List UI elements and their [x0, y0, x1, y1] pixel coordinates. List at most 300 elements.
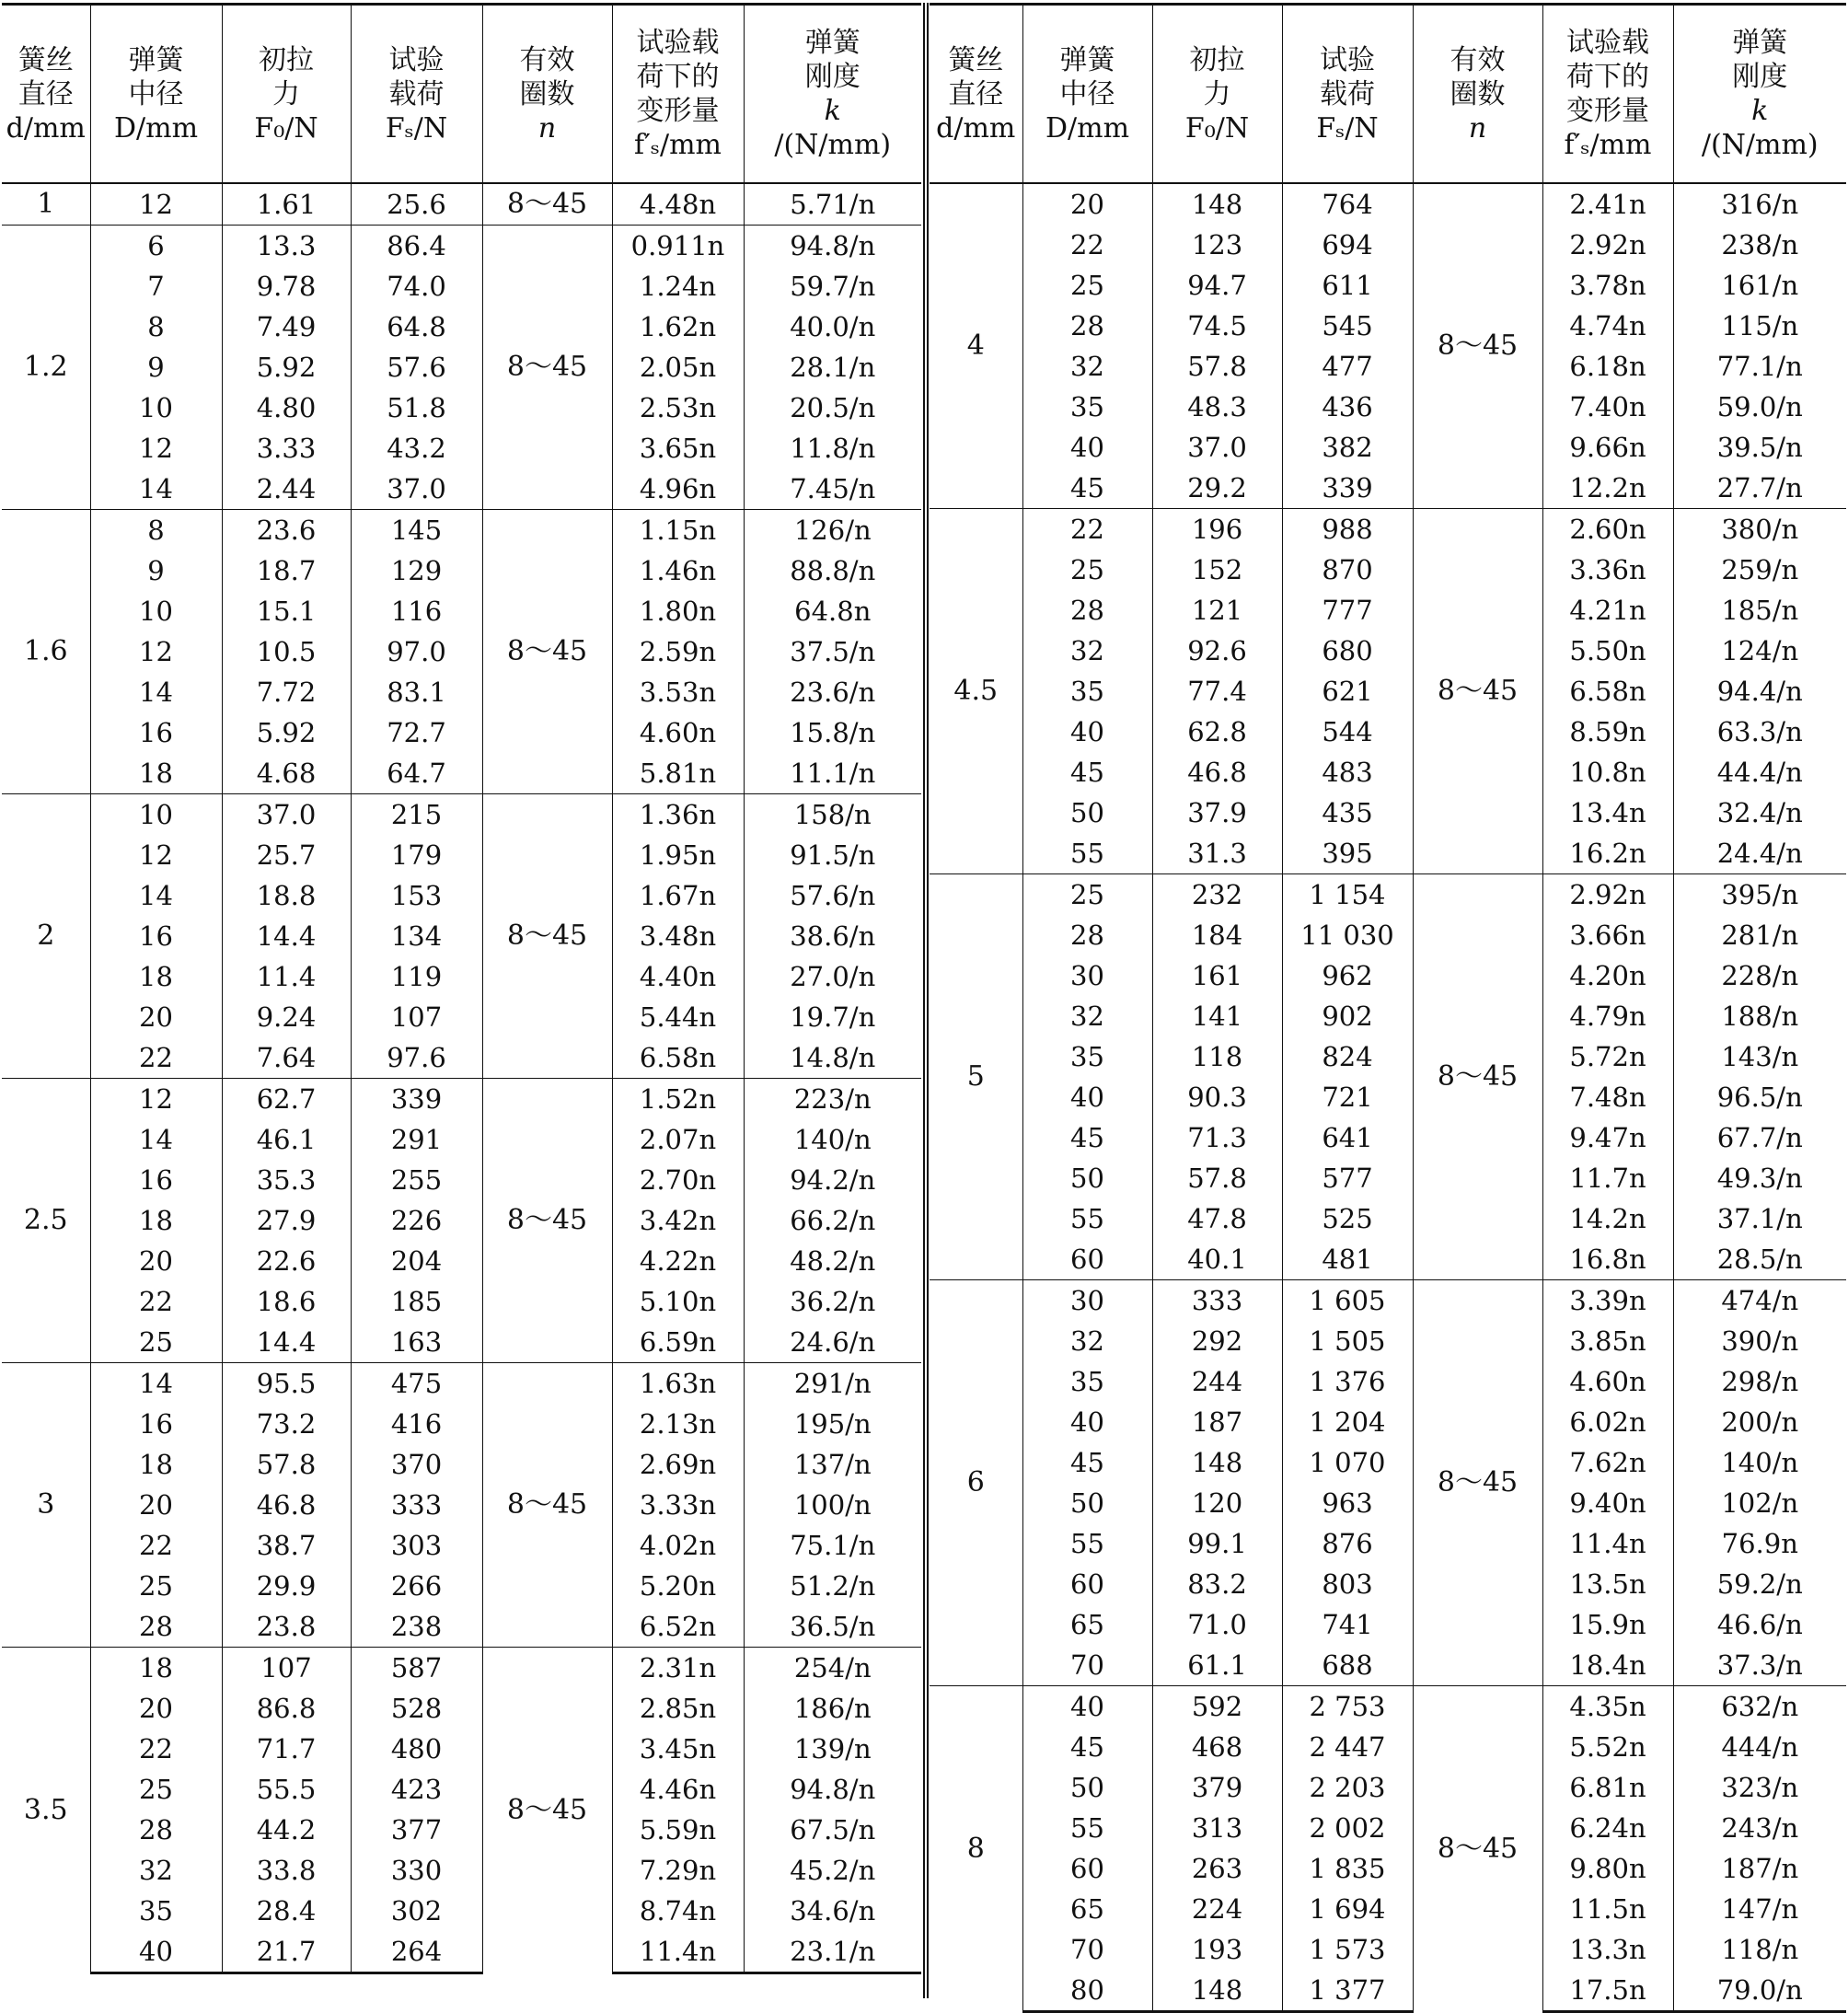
- table-row: [930, 1645, 1846, 1686]
- mean-diameter-cell: 22: [90, 1281, 222, 1322]
- table-row: [930, 590, 1846, 631]
- deflection-cell: 1.52n: [612, 1079, 744, 1120]
- initial-tension-cell: 47.8: [1152, 1198, 1282, 1239]
- header-line: n: [1468, 111, 1487, 145]
- active-coils-cell: 8～45: [482, 794, 612, 1079]
- initial-tension-cell: 263: [1152, 1848, 1282, 1889]
- deflection-cell: 7.62n: [1542, 1442, 1673, 1483]
- deflection-cell: 2.92n: [1542, 225, 1673, 265]
- mean-diameter-cell: 45: [1022, 752, 1152, 792]
- table-row: [2, 1281, 921, 1322]
- initial-tension-cell: 5.92: [222, 347, 351, 388]
- deflection-cell: 6.02n: [1542, 1402, 1673, 1442]
- deflection-cell: 5.81n: [612, 753, 744, 794]
- table-row: [2, 1160, 921, 1200]
- stiffness-cell: 187/n: [1673, 1848, 1846, 1889]
- initial-tension-cell: 120: [1152, 1483, 1282, 1523]
- header-line: 力: [272, 77, 300, 110]
- mean-diameter-cell: 12: [90, 183, 222, 226]
- mean-diameter-cell: 8: [90, 307, 222, 347]
- initial-tension-cell: 94.7: [1152, 265, 1282, 306]
- table-row: [930, 1158, 1846, 1198]
- initial-tension-cell: 9.78: [222, 266, 351, 307]
- test-load-cell: 764: [1282, 183, 1413, 225]
- table-panel-right: [930, 3, 1846, 2013]
- table-row: [930, 1767, 1846, 1808]
- stiffness-cell: 254/n: [744, 1648, 921, 1689]
- test-load-cell: 11 030: [1282, 915, 1413, 955]
- test-load-cell: 680: [1282, 631, 1413, 671]
- initial-tension-cell: 99.1: [1152, 1523, 1282, 1564]
- table-row: [2, 307, 921, 347]
- test-load-cell: 545: [1282, 306, 1413, 346]
- stiffness-cell: 118/n: [1673, 1929, 1846, 1970]
- test-load-cell: 741: [1282, 1604, 1413, 1645]
- mean-diameter-cell: 40: [1022, 1077, 1152, 1117]
- table-row: [2, 712, 921, 753]
- table-row: [930, 752, 1846, 792]
- deflection-cell: 1.67n: [612, 875, 744, 916]
- stiffness-cell: 11.1/n: [744, 753, 921, 794]
- header-active-coils: [482, 5, 612, 184]
- stiffness-cell: 137/n: [744, 1444, 921, 1485]
- header-line: d/mm: [6, 111, 86, 145]
- stiffness-cell: 67.5/n: [744, 1810, 921, 1850]
- header-line: 中径: [128, 77, 184, 110]
- stiffness-cell: 36.5/n: [744, 1606, 921, 1648]
- test-load-cell: 185: [351, 1281, 482, 1322]
- stiffness-cell: 23.6/n: [744, 672, 921, 712]
- stiffness-cell: 76.9n: [1673, 1523, 1846, 1564]
- mean-diameter-cell: 40: [1022, 711, 1152, 752]
- active-coils-cell: 8～45: [482, 183, 612, 226]
- initial-tension-cell: 148: [1152, 1442, 1282, 1483]
- deflection-cell: 0.911n: [612, 226, 744, 267]
- deflection-cell: 2.60n: [1542, 509, 1673, 550]
- header-initial-tension: [222, 5, 351, 184]
- stiffness-cell: 37.5/n: [744, 631, 921, 672]
- panel-divider: [927, 3, 929, 1998]
- initial-tension-cell: 35.3: [222, 1160, 351, 1200]
- deflection-cell: 3.39n: [1542, 1280, 1673, 1322]
- header-line: 弹簧: [1732, 27, 1788, 59]
- test-load-cell: 339: [1282, 468, 1413, 509]
- table-row: [2, 672, 921, 712]
- active-coils-cell: 8～45: [1413, 1686, 1542, 2012]
- header-stiffness: [744, 5, 921, 184]
- table-row: [2, 916, 921, 956]
- table-row: [930, 1604, 1846, 1645]
- deflection-cell: 5.72n: [1542, 1036, 1673, 1077]
- table-row: [930, 427, 1846, 468]
- stiffness-cell: 94.8/n: [744, 1769, 921, 1810]
- deflection-cell: 3.45n: [612, 1729, 744, 1769]
- stiffness-cell: 323/n: [1673, 1767, 1846, 1808]
- spring-table-right: [930, 3, 1846, 2013]
- initial-tension-cell: 3.33: [222, 428, 351, 469]
- test-load-cell: 803: [1282, 1564, 1413, 1604]
- stiffness-cell: 147/n: [1673, 1889, 1846, 1929]
- test-load-cell: 1 505: [1282, 1321, 1413, 1361]
- initial-tension-cell: 71.3: [1152, 1117, 1282, 1158]
- table-row: [930, 1402, 1846, 1442]
- stiffness-cell: 102/n: [1673, 1483, 1846, 1523]
- test-load-cell: 204: [351, 1241, 482, 1281]
- stiffness-cell: 77.1/n: [1673, 346, 1846, 387]
- deflection-cell: 4.20n: [1542, 955, 1673, 996]
- stiffness-cell: 143/n: [1673, 1036, 1846, 1077]
- deflection-cell: 5.10n: [612, 1281, 744, 1322]
- mean-diameter-cell: 65: [1022, 1604, 1152, 1645]
- stiffness-cell: 38.6/n: [744, 916, 921, 956]
- header-deflection: [1542, 5, 1673, 184]
- table-row: [2, 875, 921, 916]
- stiffness-cell: 23.1/n: [744, 1931, 921, 1973]
- stiffness-cell: 59.7/n: [744, 266, 921, 307]
- mean-diameter-cell: 32: [1022, 1321, 1152, 1361]
- deflection-cell: 3.78n: [1542, 265, 1673, 306]
- stiffness-cell: 15.8/n: [744, 712, 921, 753]
- table-row: [930, 1442, 1846, 1483]
- header-row: [2, 5, 921, 184]
- stiffness-cell: 186/n: [744, 1688, 921, 1729]
- table-row: [930, 1889, 1846, 1929]
- table-row: [930, 833, 1846, 874]
- test-load-cell: 870: [1282, 550, 1413, 590]
- test-load-cell: 179: [351, 835, 482, 875]
- initial-tension-cell: 28.4: [222, 1891, 351, 1931]
- initial-tension-cell: 57.8: [1152, 1158, 1282, 1198]
- wire-diameter-cell: 1.6: [2, 510, 90, 794]
- deflection-cell: 13.4n: [1542, 792, 1673, 833]
- stiffness-cell: 51.2/n: [744, 1566, 921, 1606]
- table-row: [930, 1970, 1846, 2012]
- initial-tension-cell: 62.7: [222, 1079, 351, 1120]
- test-load-cell: 37.0: [351, 469, 482, 510]
- table-row: [930, 1321, 1846, 1361]
- table-row: [2, 753, 921, 794]
- mean-diameter-cell: 70: [1022, 1645, 1152, 1686]
- deflection-cell: 4.02n: [612, 1525, 744, 1566]
- initial-tension-cell: 121: [1152, 590, 1282, 631]
- deflection-cell: 2.85n: [612, 1688, 744, 1729]
- deflection-cell: 9.40n: [1542, 1483, 1673, 1523]
- deflection-cell: 1.46n: [612, 550, 744, 591]
- header-line: 试验载: [636, 27, 720, 59]
- stiffness-cell: 316/n: [1673, 183, 1846, 225]
- active-coils-cell: 8～45: [482, 1648, 612, 1973]
- deflection-cell: 6.81n: [1542, 1767, 1673, 1808]
- mean-diameter-cell: 25: [90, 1322, 222, 1363]
- active-coils-cell: 8～45: [1413, 509, 1542, 874]
- stiffness-cell: 5.71/n: [744, 183, 921, 226]
- mean-diameter-cell: 50: [1022, 1483, 1152, 1523]
- mean-diameter-cell: 25: [90, 1769, 222, 1810]
- deflection-cell: 3.48n: [612, 916, 744, 956]
- header-line: 载荷: [1320, 77, 1375, 110]
- test-load-cell: 395: [1282, 833, 1413, 874]
- initial-tension-cell: 29.9: [222, 1566, 351, 1606]
- stiffness-cell: 291/n: [744, 1363, 921, 1405]
- header-deflection: [612, 5, 744, 184]
- mean-diameter-cell: 60: [1022, 1848, 1152, 1889]
- initial-tension-cell: 468: [1152, 1727, 1282, 1767]
- mean-diameter-cell: 20: [1022, 183, 1152, 225]
- deflection-cell: 2.13n: [612, 1404, 744, 1444]
- initial-tension-cell: 37.0: [1152, 427, 1282, 468]
- deflection-cell: 6.24n: [1542, 1808, 1673, 1848]
- header-line: Fₛ/N: [1316, 111, 1379, 145]
- table-row: [930, 387, 1846, 427]
- initial-tension-cell: 57.8: [222, 1444, 351, 1485]
- table-row: [930, 1564, 1846, 1604]
- initial-tension-cell: 61.1: [1152, 1645, 1282, 1686]
- stiffness-cell: 200/n: [1673, 1402, 1846, 1442]
- deflection-cell: 2.59n: [612, 631, 744, 672]
- mean-diameter-cell: 12: [90, 428, 222, 469]
- deflection-cell: 13.3n: [1542, 1929, 1673, 1970]
- table-row: [930, 1483, 1846, 1523]
- initial-tension-cell: 86.8: [222, 1688, 351, 1729]
- initial-tension-cell: 14.4: [222, 1322, 351, 1363]
- test-load-cell: 435: [1282, 792, 1413, 833]
- table-row: [2, 469, 921, 510]
- table-row: [2, 1119, 921, 1160]
- stiffness-cell: 27.0/n: [744, 956, 921, 997]
- test-load-cell: 477: [1282, 346, 1413, 387]
- deflection-cell: 5.59n: [612, 1810, 744, 1850]
- test-load-cell: 544: [1282, 711, 1413, 752]
- mean-diameter-cell: 16: [90, 916, 222, 956]
- test-load-cell: 1 204: [1282, 1402, 1413, 1442]
- stiffness-cell: 75.1/n: [744, 1525, 921, 1566]
- mean-diameter-cell: 14: [90, 469, 222, 510]
- panel-divider: [923, 3, 925, 1998]
- stiffness-cell: 67.7/n: [1673, 1117, 1846, 1158]
- header-line: 簧丝: [948, 43, 1004, 76]
- stiffness-cell: 44.4/n: [1673, 752, 1846, 792]
- table-row: [930, 1198, 1846, 1239]
- test-load-cell: 423: [351, 1769, 482, 1810]
- mean-diameter-cell: 55: [1022, 1808, 1152, 1848]
- table-row: [2, 997, 921, 1037]
- deflection-cell: 9.80n: [1542, 1848, 1673, 1889]
- test-load-cell: 291: [351, 1119, 482, 1160]
- header-line: 刚度: [804, 61, 860, 93]
- mean-diameter-cell: 22: [1022, 225, 1152, 265]
- table-row: [2, 510, 921, 551]
- table-body-right: [930, 183, 1846, 2012]
- deflection-cell: 11.5n: [1542, 1889, 1673, 1929]
- mean-diameter-cell: 22: [90, 1525, 222, 1566]
- test-load-cell: 1 573: [1282, 1929, 1413, 1970]
- test-load-cell: 72.7: [351, 712, 482, 753]
- mean-diameter-cell: 55: [1022, 1523, 1152, 1564]
- test-load-cell: 266: [351, 1566, 482, 1606]
- stiffness-cell: 228/n: [1673, 955, 1846, 996]
- test-load-cell: 51.8: [351, 388, 482, 428]
- spring-table-left: [2, 3, 921, 1974]
- initial-tension-cell: 55.5: [222, 1769, 351, 1810]
- stiffness-cell: 243/n: [1673, 1808, 1846, 1848]
- deflection-cell: 4.40n: [612, 956, 744, 997]
- initial-tension-cell: 38.7: [222, 1525, 351, 1566]
- table-body-left: [2, 183, 921, 1973]
- stiffness-cell: 395/n: [1673, 874, 1846, 916]
- mean-diameter-cell: 45: [1022, 468, 1152, 509]
- header-line: 弹簧: [128, 43, 184, 76]
- deflection-cell: 8.59n: [1542, 711, 1673, 752]
- deflection-cell: 4.60n: [1542, 1361, 1673, 1402]
- stiffness-cell: 64.8n: [744, 591, 921, 631]
- table-row: [930, 1727, 1846, 1767]
- deflection-cell: 1.15n: [612, 510, 744, 551]
- table-row: [930, 306, 1846, 346]
- deflection-cell: 4.96n: [612, 469, 744, 510]
- test-load-cell: 824: [1282, 1036, 1413, 1077]
- mean-diameter-cell: 12: [90, 631, 222, 672]
- deflection-cell: 6.58n: [612, 1037, 744, 1079]
- deflection-cell: 4.74n: [1542, 306, 1673, 346]
- table-row: [2, 1891, 921, 1931]
- table-row: [2, 1525, 921, 1566]
- header-active-coils: [1413, 5, 1542, 184]
- active-coils-cell: 8～45: [1413, 183, 1542, 509]
- stiffness-cell: 59.2/n: [1673, 1564, 1846, 1604]
- mean-diameter-cell: 10: [90, 794, 222, 836]
- initial-tension-cell: 148: [1152, 183, 1282, 225]
- initial-tension-cell: 31.3: [1152, 833, 1282, 874]
- test-load-cell: 2 203: [1282, 1767, 1413, 1808]
- test-load-cell: 339: [351, 1079, 482, 1120]
- test-load-cell: 988: [1282, 509, 1413, 550]
- wire-diameter-cell: 1.2: [2, 226, 90, 510]
- table-row: [930, 631, 1846, 671]
- mean-diameter-cell: 20: [90, 1241, 222, 1281]
- stiffness-cell: 115/n: [1673, 306, 1846, 346]
- test-load-cell: 1 605: [1282, 1280, 1413, 1322]
- table-row: [930, 1808, 1846, 1848]
- deflection-cell: 13.5n: [1542, 1564, 1673, 1604]
- mean-diameter-cell: 16: [90, 712, 222, 753]
- header-line: d/mm: [936, 111, 1016, 145]
- mean-diameter-cell: 35: [1022, 671, 1152, 711]
- wire-diameter-cell: 8: [930, 1686, 1022, 2012]
- mean-diameter-cell: 28: [90, 1606, 222, 1648]
- table-row: [930, 1848, 1846, 1889]
- initial-tension-cell: 57.8: [1152, 346, 1282, 387]
- stiffness-cell: 66.2/n: [744, 1200, 921, 1241]
- initial-tension-cell: 118: [1152, 1036, 1282, 1077]
- initial-tension-cell: 83.2: [1152, 1564, 1282, 1604]
- mean-diameter-cell: 18: [90, 956, 222, 997]
- mean-diameter-cell: 28: [1022, 915, 1152, 955]
- initial-tension-cell: 193: [1152, 1929, 1282, 1970]
- stiffness-cell: 158/n: [744, 794, 921, 836]
- stiffness-cell: 380/n: [1673, 509, 1846, 550]
- deflection-cell: 4.22n: [612, 1241, 744, 1281]
- test-load-cell: 86.4: [351, 226, 482, 267]
- header-line: /(N/mm): [1701, 129, 1819, 161]
- table-row: [2, 1606, 921, 1648]
- initial-tension-cell: 18.8: [222, 875, 351, 916]
- initial-tension-cell: 292: [1152, 1321, 1282, 1361]
- header-line: k: [824, 95, 841, 127]
- mean-diameter-cell: 22: [1022, 509, 1152, 550]
- table-row: [2, 550, 921, 591]
- test-load-cell: 475: [351, 1363, 482, 1405]
- wire-diameter-cell: 3.5: [2, 1648, 90, 1973]
- test-load-cell: 226: [351, 1200, 482, 1241]
- initial-tension-cell: 25.7: [222, 835, 351, 875]
- deflection-cell: 11.4n: [612, 1931, 744, 1973]
- table-row: [2, 183, 921, 226]
- initial-tension-cell: 187: [1152, 1402, 1282, 1442]
- active-coils-cell: 8～45: [482, 1079, 612, 1363]
- test-load-cell: 481: [1282, 1239, 1413, 1280]
- test-load-cell: 1 694: [1282, 1889, 1413, 1929]
- test-load-cell: 1 376: [1282, 1361, 1413, 1402]
- table-row: [930, 874, 1846, 916]
- test-load-cell: 483: [1282, 752, 1413, 792]
- active-coils-cell: 8～45: [1413, 874, 1542, 1280]
- initial-tension-cell: 196: [1152, 509, 1282, 550]
- stiffness-cell: 94.2/n: [744, 1160, 921, 1200]
- test-load-cell: 134: [351, 916, 482, 956]
- test-load-cell: 74.0: [351, 266, 482, 307]
- table-row: [930, 1077, 1846, 1117]
- active-coils-cell: 8～45: [482, 1363, 612, 1648]
- deflection-cell: 7.48n: [1542, 1077, 1673, 1117]
- test-load-cell: 436: [1282, 387, 1413, 427]
- header-initial-tension: [1152, 5, 1282, 184]
- mean-diameter-cell: 18: [90, 1648, 222, 1689]
- deflection-cell: 4.48n: [612, 183, 744, 226]
- table-row: [2, 266, 921, 307]
- wire-diameter-cell: 2.5: [2, 1079, 90, 1363]
- stiffness-cell: 238/n: [1673, 225, 1846, 265]
- stiffness-cell: 632/n: [1673, 1686, 1846, 1728]
- deflection-cell: 3.66n: [1542, 915, 1673, 955]
- stiffness-cell: 100/n: [744, 1485, 921, 1525]
- test-load-cell: 525: [1282, 1198, 1413, 1239]
- initial-tension-cell: 62.8: [1152, 711, 1282, 752]
- header-line: 初拉: [259, 43, 314, 76]
- test-load-cell: 97.6: [351, 1037, 482, 1079]
- header-line: /(N/mm): [774, 129, 892, 161]
- table-row: [930, 671, 1846, 711]
- mean-diameter-cell: 50: [1022, 1767, 1152, 1808]
- stiffness-cell: 32.4/n: [1673, 792, 1846, 833]
- stiffness-cell: 24.6/n: [744, 1322, 921, 1363]
- deflection-cell: 8.74n: [612, 1891, 744, 1931]
- mean-diameter-cell: 9: [90, 550, 222, 591]
- header-line: 圈数: [519, 77, 575, 110]
- table-row: [2, 1241, 921, 1281]
- deflection-cell: 2.41n: [1542, 183, 1673, 225]
- header-line: 直径: [17, 77, 74, 110]
- test-load-cell: 238: [351, 1606, 482, 1648]
- deflection-cell: 4.35n: [1542, 1686, 1673, 1728]
- deflection-cell: 16.8n: [1542, 1239, 1673, 1280]
- header-mean-diameter: [90, 5, 222, 184]
- header-test-load: [351, 5, 482, 184]
- wire-diameter-cell: 6: [930, 1280, 1022, 1686]
- wire-diameter-cell: 4.5: [930, 509, 1022, 874]
- test-load-cell: 587: [351, 1648, 482, 1689]
- header-test-load: [1282, 5, 1413, 184]
- header-line: k: [1751, 95, 1769, 127]
